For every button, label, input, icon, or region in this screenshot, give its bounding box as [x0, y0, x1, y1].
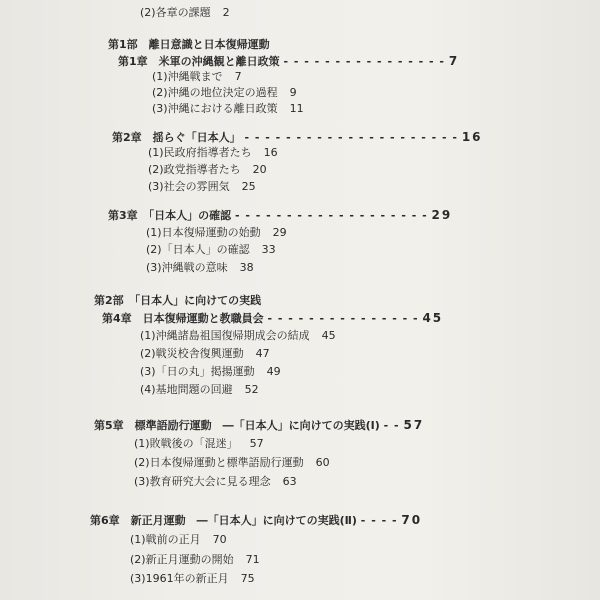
toc-item: (1)日本復帰運動の始動 29: [146, 226, 287, 239]
toc-item: (2)政党指導者たち 20: [148, 163, 267, 176]
chapter6-title: 第6章 新正月運動 ―「日本人」に向けての実践(Ⅱ) - - - - 70: [90, 513, 423, 527]
chapter4-title: 第4章 日本復帰運動と教職員会 - - - - - - - - - - - - - - - 45: [102, 311, 444, 325]
toc-item: (3)沖縄戦の意味 38: [146, 261, 254, 274]
toc-item: (3)教育研究大会に見る理念 63: [134, 475, 297, 488]
toc-item: (1)敗戦後の「混迷」 57: [134, 437, 264, 450]
toc-item: (3)1961年の新正月 75: [130, 572, 255, 585]
toc-item: (2)新正月運動の開始 71: [130, 553, 260, 566]
toc-item: (2)日本復帰運動と標準語励行運動 60: [134, 456, 330, 469]
toc-item: (2)各章の課題 2: [140, 6, 230, 19]
toc-item: (1)沖縄戦まで 7: [152, 70, 242, 83]
toc-item: (2)「日本人」の確認 33: [146, 243, 276, 256]
toc-item: (1)沖縄諸島祖国復帰期成会の結成 45: [140, 329, 336, 342]
toc-item: (3)沖縄における離日政策 11: [152, 102, 304, 115]
toc-item: (4)基地問題の回避 52: [140, 383, 259, 396]
toc-item: (2)沖縄の地位決定の過程 9: [152, 86, 297, 99]
part2-title: 第2部 「日本人」に向けての実践: [94, 294, 262, 307]
toc-item: (2)戦災校舎復興運動 47: [140, 347, 270, 360]
chapter2-title: 第2章 揺らぐ「日本人」 - - - - - - - - - - - - - - - - - - - - - 16: [112, 130, 483, 144]
toc-item: (3)「日の丸」掲揚運動 49: [140, 365, 281, 378]
part1-title: 第1部 離日意識と日本復帰運動: [108, 38, 270, 51]
chapter3-title: 第3章 「日本人」の確認 - - - - - - - - - - - - - - - - - - - 29: [108, 208, 453, 222]
toc-item: (1)民政府指導者たち 16: [148, 146, 278, 159]
toc-item: (3)社会の雰囲気 25: [148, 180, 256, 193]
chapter1-title: 第1章 米軍の沖縄観と離日政策 - - - - - - - - - - - - - - - - 7: [118, 54, 460, 68]
toc-item: (1)戦前の正月 70: [130, 533, 227, 546]
chapter5-title: 第5章 標準語励行運動 ―「日本人」に向けての実践(Ⅰ) - - 57: [94, 418, 425, 432]
